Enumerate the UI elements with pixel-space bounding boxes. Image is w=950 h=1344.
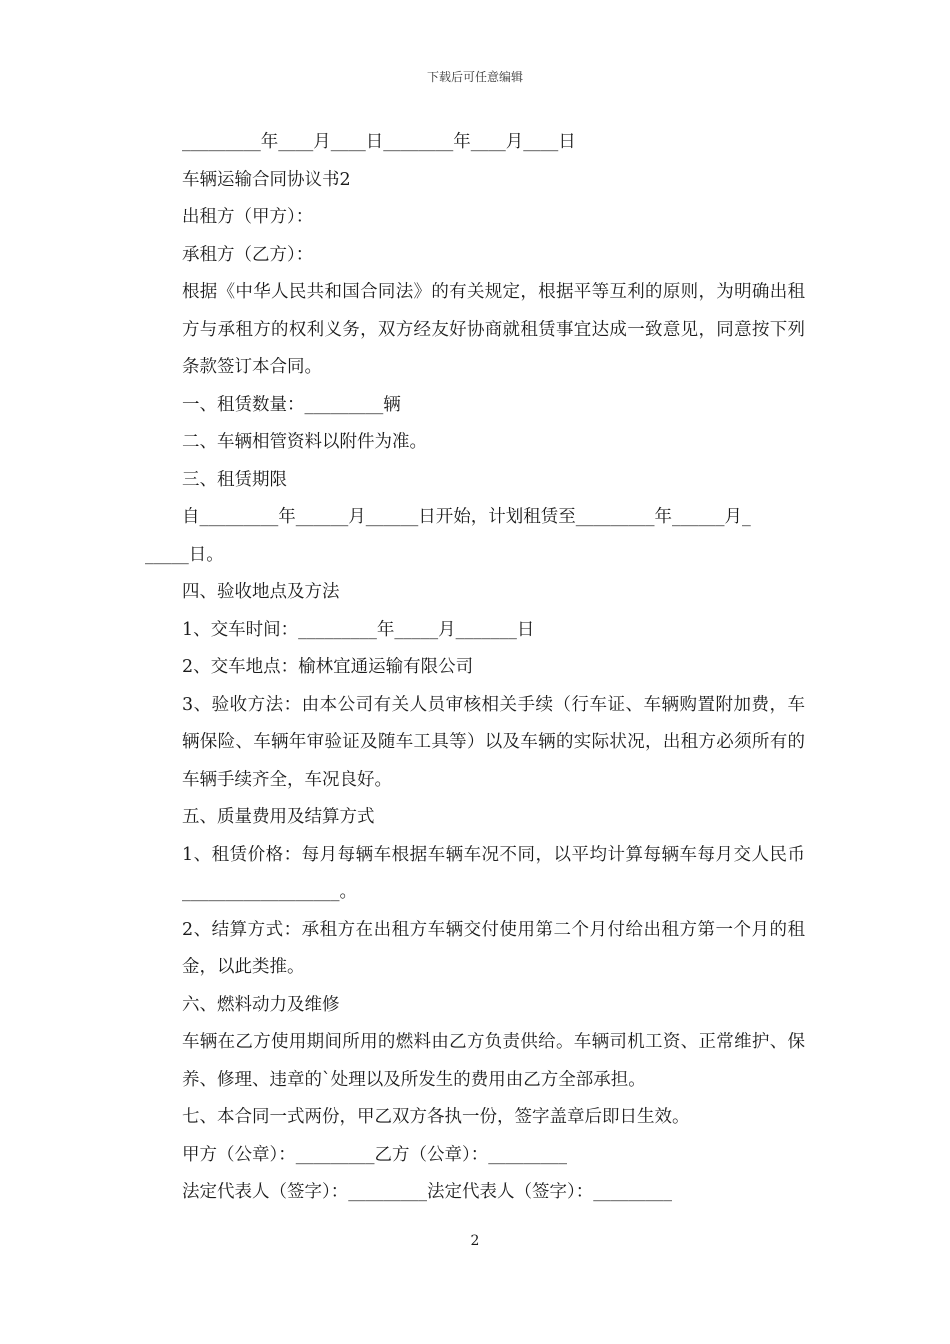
seal-line: 甲方（公章）：_________乙方（公章）：_________ — [182, 1144, 567, 1165]
clause-4-heading: 四、验收地点及方法 — [182, 582, 340, 602]
clause-5-heading: 五、质量费用及结算方式 — [182, 807, 375, 827]
clause-3-term-line-2: _____日。 — [145, 544, 224, 565]
header-note: 下载后可任意编辑 — [426, 70, 523, 84]
page-number: 2 — [470, 1233, 480, 1249]
lessee-line: 承租方（乙方）： — [182, 244, 314, 265]
clause-6-heading: 六、燃料动力及维修 — [182, 994, 340, 1015]
representative-signature-line: 法定代表人（签字）：_________法定代表人（签字）：_________ — [182, 1182, 672, 1202]
clause-4-2-delivery-place: 2、交车地点：榆林宜通运输有限公司 — [182, 657, 474, 677]
clause-3-term-line-1: 自_________年______月______日开始，计划租赁至_________年______月_ — [182, 507, 751, 527]
clause-4-3-inspection: 3、验收方法：由本公司有关人员审核相关手续（行车证、车辆购置附加费，车辆保险、车辆年审验证及随车工具等）以及车辆的实际状况，出租方必须所有的车辆手续齐全，车况良好。 — [182, 694, 805, 790]
lessor-line: 出租方（甲方）： — [182, 207, 314, 227]
clause-6-text: 车辆在乙方使用期间所用的燃料由乙方负责供给。车辆司机工资、正常维护、保养、修理、违章的`处理以及所发生的费用由乙方全部承担。 — [182, 1032, 805, 1090]
clause-4-1-delivery-time: 1、交车时间：_________年_____月_______日 — [182, 619, 535, 640]
clause-2-documents: 二、车辆相管资料以附件为准。 — [182, 432, 427, 452]
clause-5-1-price: 1、租赁价格：每月每辆车根据车辆车况不同，以平均计算每辆车每月交人民币__________________。 — [182, 844, 805, 902]
clause-1-quantity: 一、租赁数量：_________辆 — [182, 394, 401, 415]
clause-5-2-settlement: 2、结算方式：承租方在出租方车辆交付使用第二个月付给出租方第一个月的租金，以此类推。 — [182, 919, 805, 977]
clause-7-effect: 七、本合同一式两份，甲乙双方各执一份，签字盖章后即日生效。 — [182, 1107, 690, 1127]
preamble-paragraph: 根据《中华人民共和国合同法》的有关规定，根据平等互利的原则，为明确出租方与承租方的权利义务，双方经友好协商就租赁事宜达成一致意见，同意按下列条款签订本合同。 — [182, 282, 805, 377]
clause-3-heading: 三、租赁期限 — [182, 469, 287, 490]
contract-title: 车辆运输合同协议书2 — [182, 169, 351, 190]
date-line: _________年____月____日________年____月____日 — [182, 132, 576, 152]
contract-body — [145, 124, 805, 1212]
